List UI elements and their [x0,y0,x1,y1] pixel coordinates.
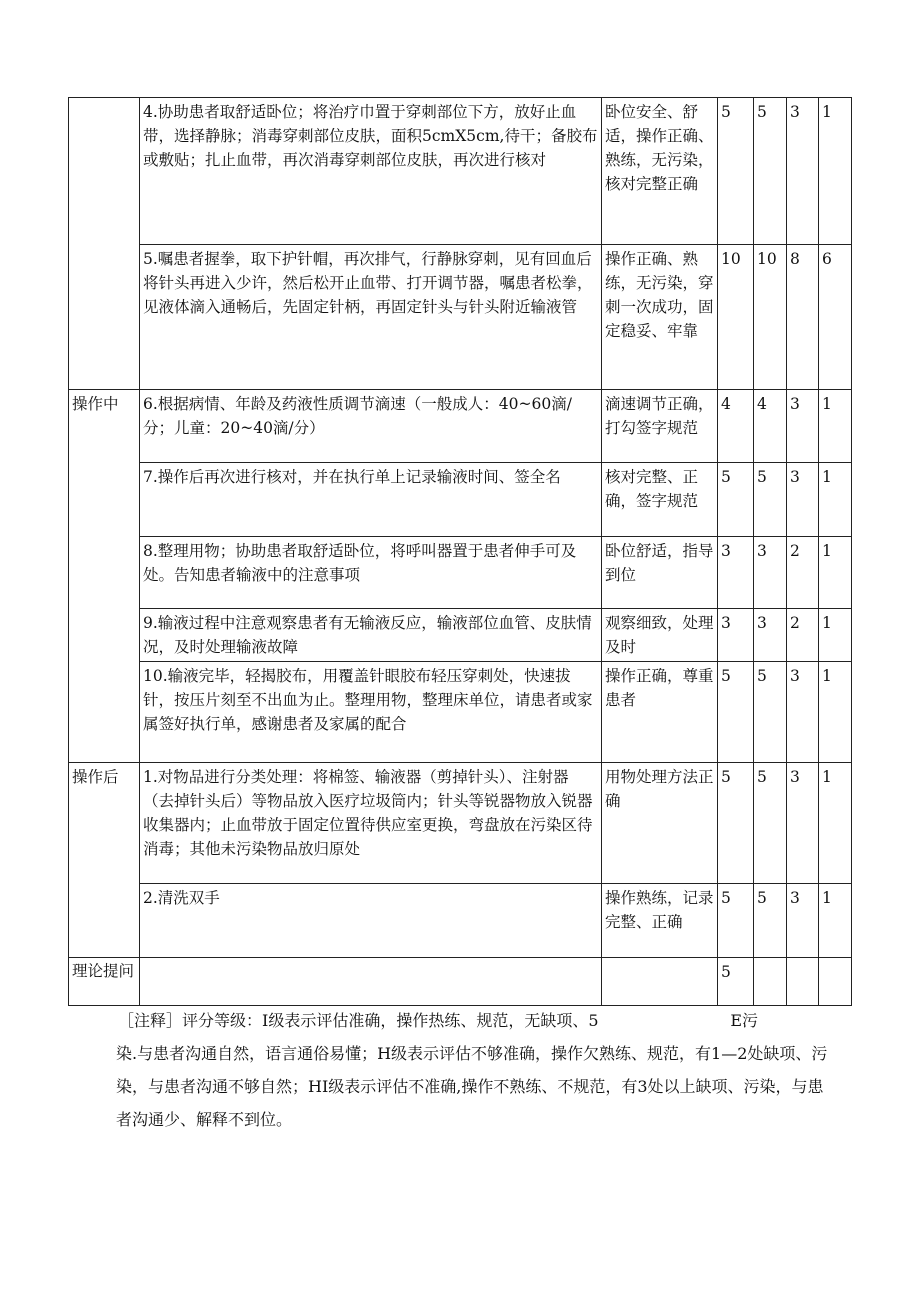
standard-cell: 卧位安全、舒适，操作正确、熟练，无污染，核对完整正确 [602,98,718,245]
step-cell: 9.输液过程中注意观察患者有无输液反应，输液部位血管、皮肤情况，及时处理输液故障 [140,609,602,662]
standard-cell: 观察细致，处理及时 [602,609,718,662]
score-grade-4 [819,958,852,1006]
stage-cell-theory: 理论提问 [69,958,140,1006]
standard-cell: 滴速调节正确，打勾签字规范 [602,390,718,463]
step-cell: 6.根据病情、年龄及药液性质调节滴速（一般成人：40~60滴/分；儿童：20~40滴/分） [140,390,602,463]
score-grade-2: 5 [754,662,787,763]
score-grade-3: 3 [787,884,819,958]
score-grade-2: 5 [754,98,787,245]
table-row [69,763,852,884]
score-grade-4: 1 [819,463,852,537]
standard-cell [602,958,718,1006]
score-grade-3: 3 [787,763,819,884]
step-cell: 1.对物品进行分类处理：将棉签、输液器（剪掉针头）、注射器（去掉针头后）等物品放入医疗垃圾筒内；针头等锐器物放入锐器收集器内；止血带放于固定位置待供应室更换，弯盘放在污染区待消毒；其他未污染物品放归原处 [140,763,602,884]
score-grade-3: 2 [787,609,819,662]
note-body: 染.与患者沟通自然，语言通俗易懂；H级表示评估不够准确，操作欠熟练、规范，有1—2处缺项、污染，与患者沟通不够自然；HI级表示评估不准确,操作不熟练、不规范，有3处以上缺项、污染，与患者沟通少、解释不到位。 [116,1044,828,1129]
standard-cell: 操作正确、熟练，无污染，穿刺一次成功，固定稳妥、牢靠 [602,245,718,390]
step-cell: 10.输液完毕，轻揭胶布，用覆盖针眼胶布轻压穿刺处，快速拔针，按压片刻至不出血为止。整理用物，整理床单位，请患者或家属签好执行单，感谢患者及家属的配合 [140,662,602,763]
note-first-line-left: ［注释］评分等级：I级表示评估准确，操作热练、规范，无缺项、5 [118,1011,599,1030]
score-grade-3 [787,958,819,1006]
table-row [69,609,852,662]
standard-cell: 卧位舒适，指导到位 [602,537,718,609]
score-grade-4: 1 [819,98,852,245]
score-grade-1: 5 [718,463,754,537]
standard-cell: 核对完整、正确，签字规范 [602,463,718,537]
score-grade-4: 1 [819,537,852,609]
score-grade-1: 5 [718,662,754,763]
table-row [69,463,852,537]
score-grade-3: 2 [787,537,819,609]
table-row [69,245,852,390]
step-cell: 7.操作后再次进行核对，并在执行单上记录输液时间、签全名 [140,463,602,537]
table-row [69,390,852,463]
step-cell: 5.嘱患者握拳，取下护针帽，再次排气，行静脉穿刺，见有回血后将针头再进入少许，然后松开止血带、打开调节器，嘱患者松拳，见液体滴入通畅后，先固定针柄，再固定针头与针头附近输液管 [140,245,602,390]
score-grade-3: 3 [787,98,819,245]
score-grade-2: 3 [754,609,787,662]
step-cell: 4.协助患者取舒适卧位；将治疗巾置于穿刺部位下方，放好止血带，选择静脉；消毒穿刺部位皮肤，面积5cmX5cm,待干；备胶布或敷贴；扎止血带，再次消毒穿刺部位皮肤，再次进行核对 [140,98,602,245]
score-grade-3: 3 [787,390,819,463]
standard-cell: 用物处理方法正确 [602,763,718,884]
score-grade-4: 1 [819,884,852,958]
table-row [69,98,852,245]
score-grade-3: 8 [787,245,819,390]
table-row [69,958,852,1006]
step-cell [140,958,602,1006]
score-grade-1: 5 [718,98,754,245]
score-grade-4: 1 [819,390,852,463]
score-grade-1: 5 [718,958,754,1006]
score-grade-2: 5 [754,463,787,537]
score-grade-2: 10 [754,245,787,390]
score-grade-1: 3 [718,609,754,662]
score-grade-2: 5 [754,763,787,884]
score-grade-3: 3 [787,463,819,537]
score-grade-4: 1 [819,662,852,763]
step-cell: 8.整理用物；协助患者取舒适卧位，将呼叫器置于患者伸手可及处。告知患者输液中的注意事项 [140,537,602,609]
score-grade-1: 5 [718,884,754,958]
stage-cell-after: 操作后 [69,763,140,958]
table-row [69,662,852,763]
score-grade-4: 1 [819,763,852,884]
grading-note [118,1004,838,1136]
note-first-line-right: E污 [730,1011,758,1030]
note-first-line [118,1004,758,1037]
score-grade-2: 5 [754,884,787,958]
score-grade-1: 5 [718,763,754,884]
score-grade-1: 10 [718,245,754,390]
standard-cell: 操作正确，尊重患者 [602,662,718,763]
standard-cell: 操作熟练，记录完整、正确 [602,884,718,958]
scoring-table [68,97,852,1006]
table-row [69,537,852,609]
score-grade-4: 6 [819,245,852,390]
score-grade-2: 3 [754,537,787,609]
stage-cell-blank [69,98,140,390]
table-row [69,884,852,958]
score-grade-2: 4 [754,390,787,463]
score-grade-1: 4 [718,390,754,463]
score-grade-4: 1 [819,609,852,662]
step-cell: 2.清洗双手 [140,884,602,958]
score-grade-2 [754,958,787,1006]
stage-cell-during: 操作中 [69,390,140,763]
score-grade-1: 3 [718,537,754,609]
score-grade-3: 3 [787,662,819,763]
